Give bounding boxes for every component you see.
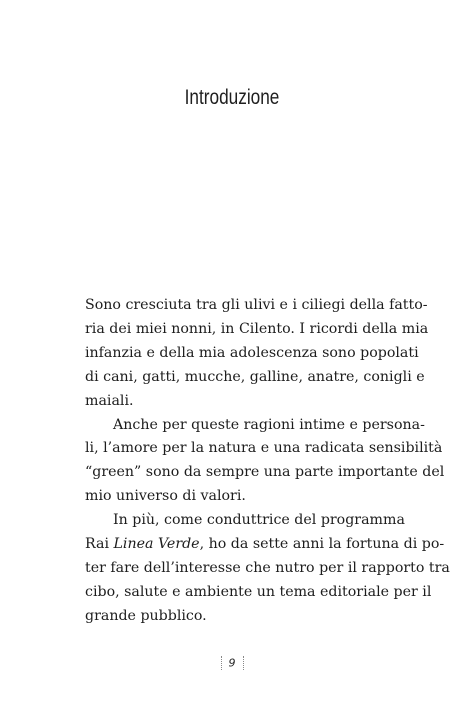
- text-line: Anche per queste ragioni intime e persona-: [113, 416, 425, 433]
- text-line: “green” sono da sempre una parte importante del: [85, 464, 445, 481]
- body-text: [85, 294, 450, 629]
- text-line: Sono cresciuta tra gli ulivi e i ciliegi della fatto-: [85, 297, 428, 313]
- text-line: infanzia e della mia adolescenza sono popolati: [85, 344, 419, 361]
- page-number-value: 9: [228, 656, 236, 670]
- paragraph-1: [85, 294, 429, 414]
- page-number: [0, 656, 464, 670]
- text-run: Rai: [85, 536, 114, 553]
- paragraph-3: [85, 509, 450, 629]
- text-line: maiali.: [85, 392, 134, 409]
- folio-right-rule: [243, 656, 244, 670]
- text-line: grande pubblico.: [85, 607, 207, 624]
- text-line: li, l’amore per la natura e una radicata sensibilità: [85, 440, 443, 457]
- text-line: ria dei miei nonni, in Cilento. I ricordi della mia: [85, 320, 429, 337]
- text-line: mio universo di valori.: [85, 488, 246, 505]
- paragraph-2: [85, 414, 445, 510]
- folio-left-rule: [221, 656, 222, 670]
- program-title: Linea Verde: [113, 536, 200, 553]
- text-line: cibo, salute e ambiente un tema editoriale per il: [85, 583, 432, 600]
- text-line: di cani, gatti, mucche, galline, anatre, conigli e: [85, 368, 425, 385]
- text-line: [85, 533, 445, 557]
- text-line: In più, come conduttrice del programma: [113, 512, 405, 529]
- text-line: ter fare dell’interesse che nutro per il rapporto tra: [85, 559, 450, 576]
- chapter-title: Introduzione: [184, 86, 280, 109]
- text-run: , ho da sette anni la fortuna di po-: [199, 536, 445, 553]
